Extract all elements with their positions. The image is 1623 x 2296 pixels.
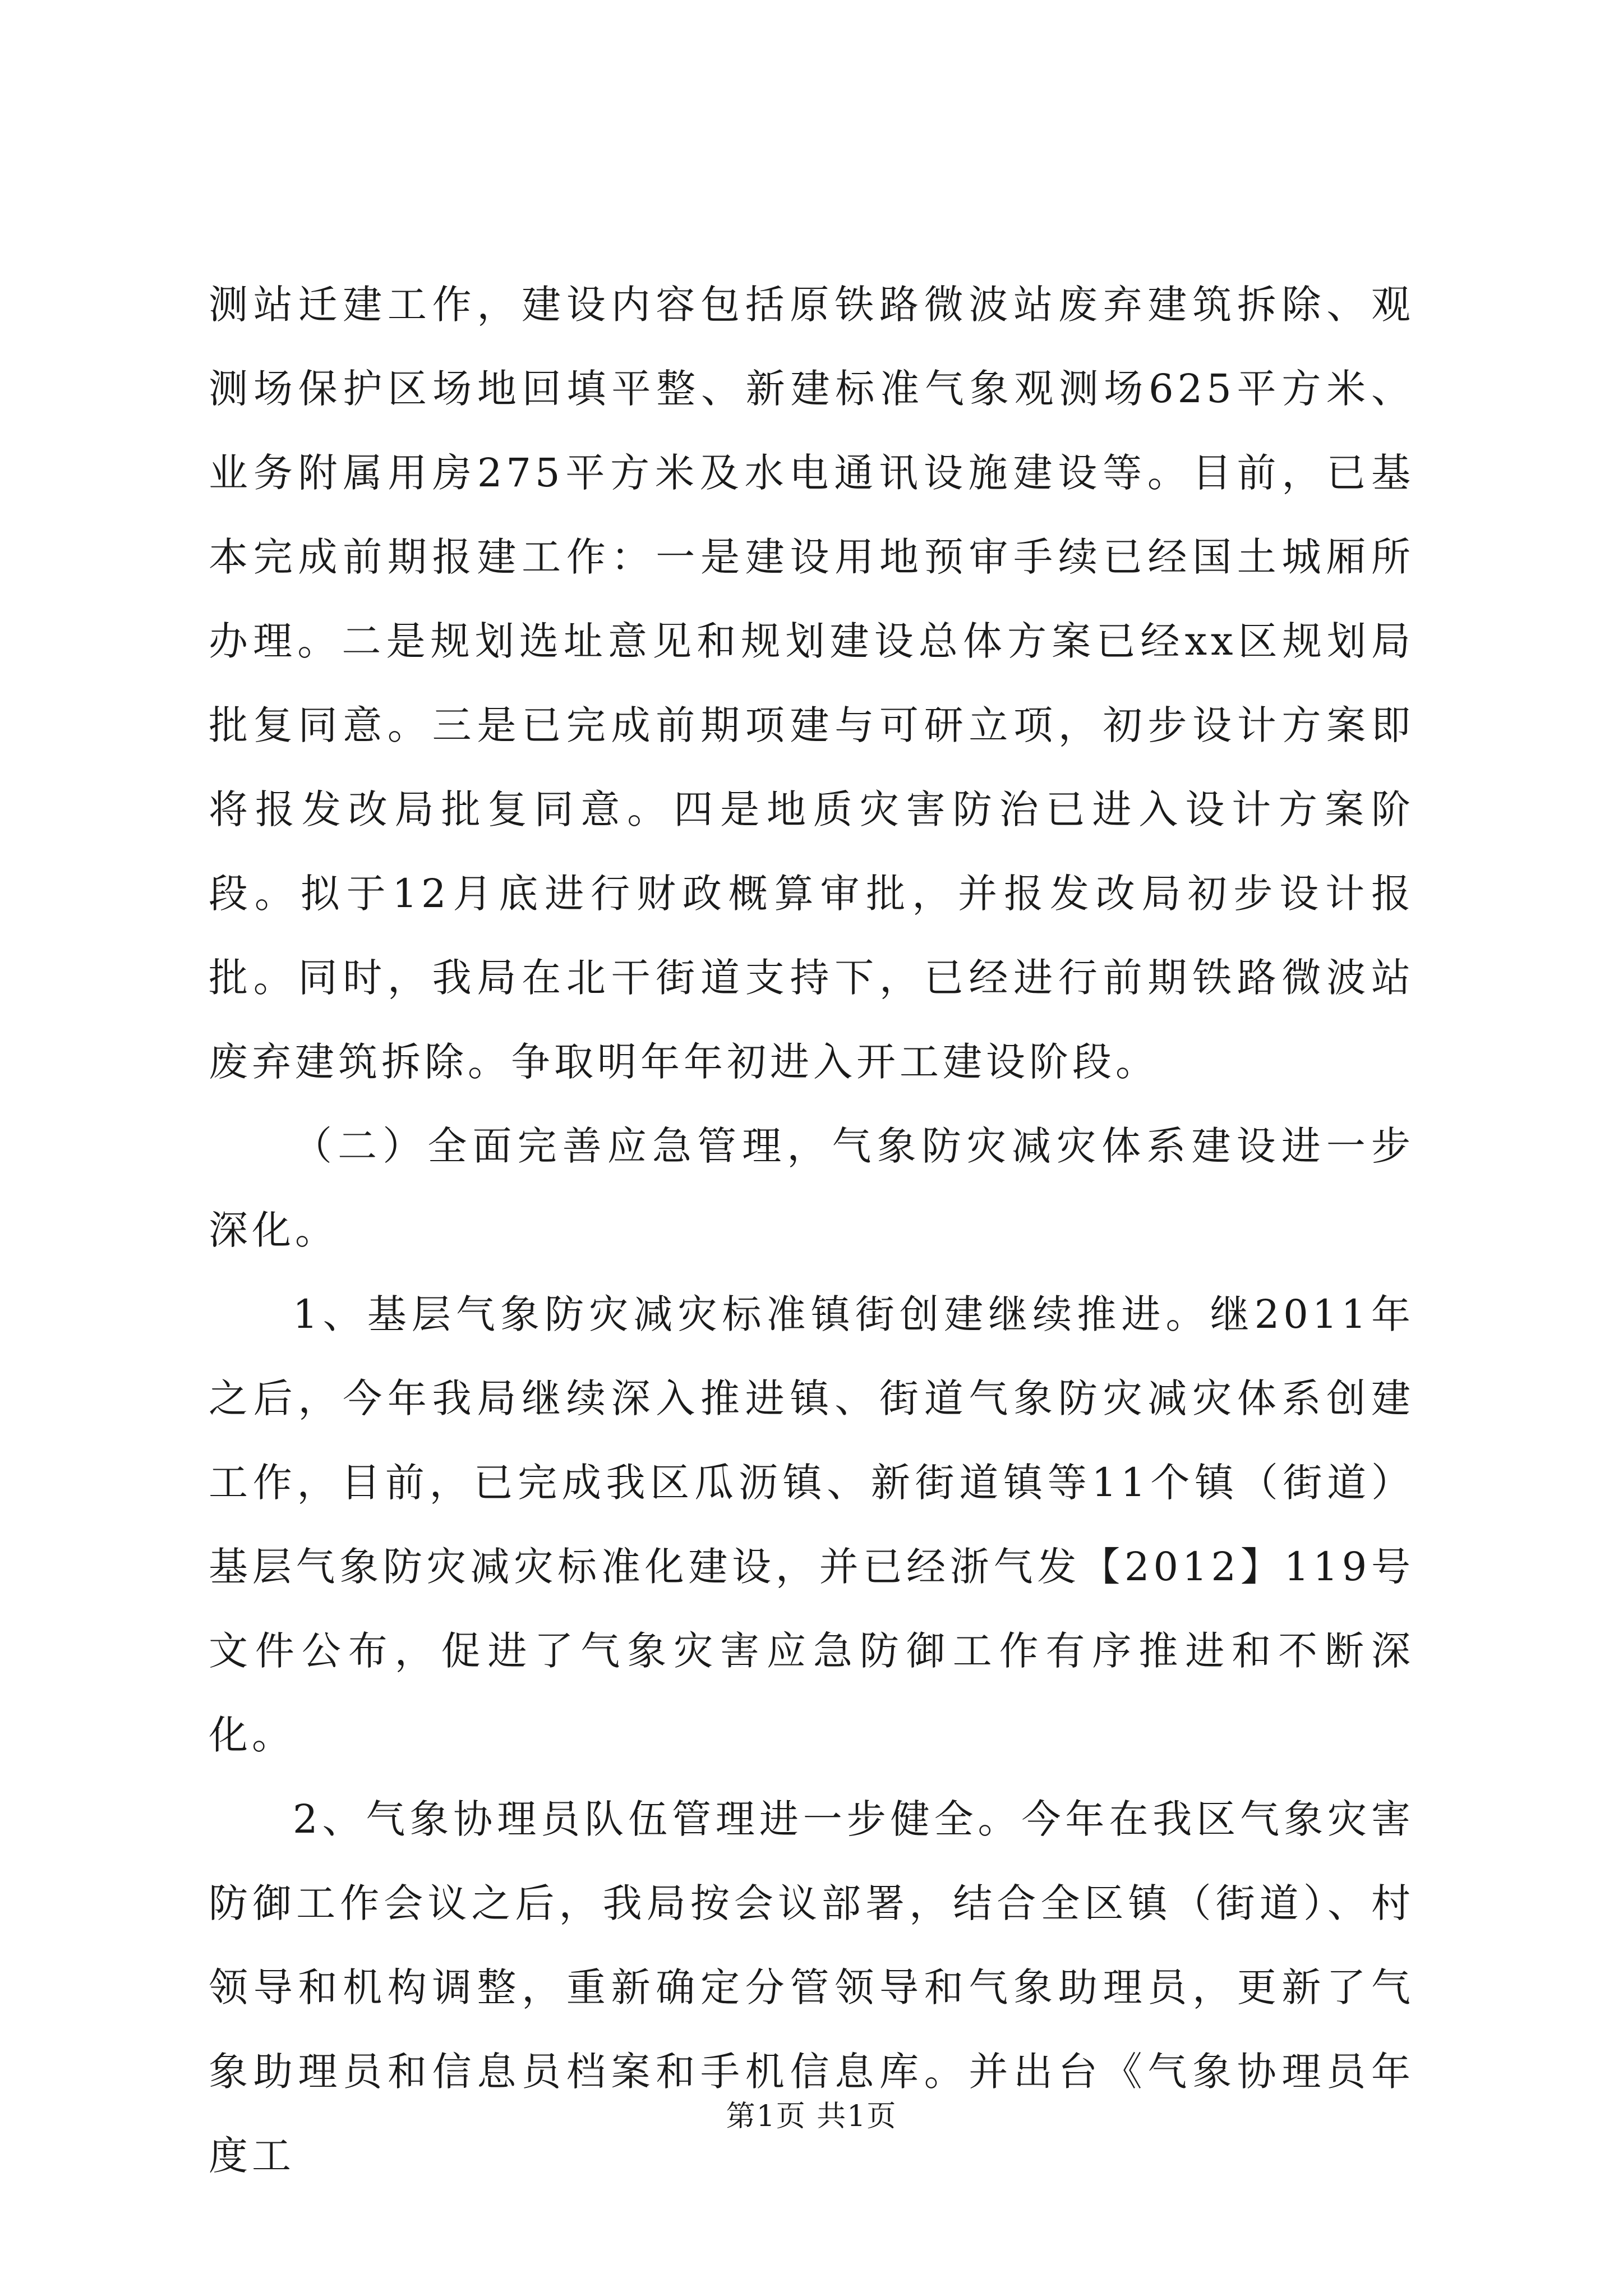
section-heading-emergency-management: （二）全面完善应急管理，气象防灾减灾体系建设进一步深化。 <box>209 1123 1414 1253</box>
paragraph-construction-progress: 测站迁建工作，建设内容包括原铁路微波站废弃建筑拆除、观测场保护区场地回填平整、新建标准气象观测场625平方米、业务附属用房275平方米及水电通讯设施建设等。目前，已基本完成前期报建工作：一是建设用地预审手续已经国土城厢所办理。二是规划选址意见和规划建设总体方案已经xx区规划局批复同意。三是已完成前期项建与可研立项，初步设计方案即将报发改局批复同意。四是地质灾害防治已进入设计方案阶段。拟于12月底进行财政概算审批，并报发改局初步设计报批。同时，我局在北干街道支持下，已经进行前期铁路微波站废弃建筑拆除。争取明年年初进入开工建设阶段。 <box>209 282 1414 1085</box>
paragraph-coordinator-team: 2、气象协理员队伍管理进一步健全。今年在我区气象灾害防御工作会议之后，我局按会议部署，结合全区镇（街道）、村领导和机构调整，重新确定分管领导和气象助理员，更新了气象助理员和信息员档案和手机信息库。并出台《气象协理员年度工 <box>209 1796 1414 2179</box>
document-body <box>209 263 1414 2198</box>
paragraph-standard-towns: 1、基层气象防灾减灾标准镇街创建继续推进。继2011年之后，今年我局继续深入推进镇、街道气象防灾减灾体系创建工作，目前，已完成我区瓜沥镇、新街道镇等11个镇（街道）基层气象防灾减灾标准化建设，并已经浙气发【2012】119号文件公布，促进了气象灾害应急防御工作有序推进和不断深化。 <box>209 1291 1414 1758</box>
page-footer: 第1页 共1页 <box>726 2100 897 2133</box>
